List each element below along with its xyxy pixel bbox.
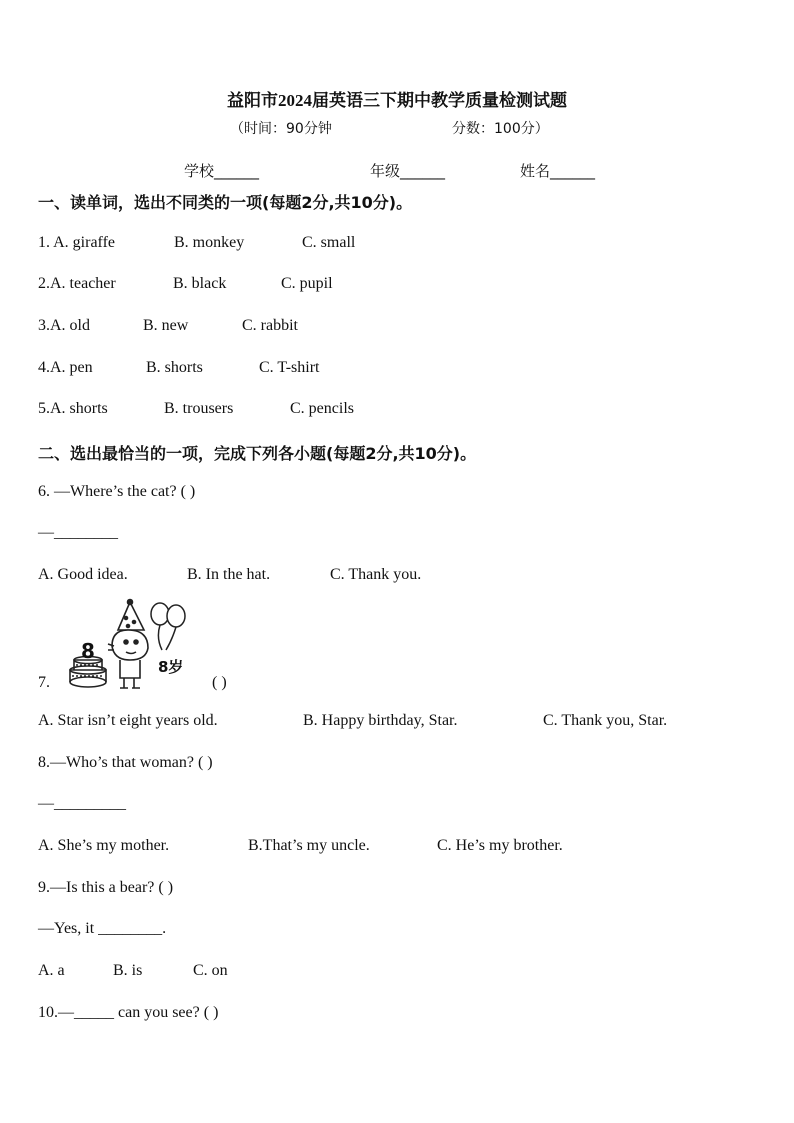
q2-option-a: 2.A. teacher bbox=[38, 275, 116, 292]
age-label: 8岁 bbox=[158, 658, 184, 676]
grade-field[interactable]: 年级______ bbox=[370, 162, 446, 180]
q1-option-c: C. small bbox=[302, 234, 356, 251]
q7-option-a: A. Star isn’t eight years old. bbox=[38, 712, 218, 729]
q4-option-c: C. T-shirt bbox=[259, 359, 320, 376]
balloons-icon bbox=[151, 603, 185, 650]
q6-option-c: C. Thank you. bbox=[330, 566, 422, 583]
q8-option-a: A. She’s my mother. bbox=[38, 837, 170, 854]
q3-option-a: 3.A. old bbox=[38, 317, 90, 334]
q5-option-b: B. trousers bbox=[164, 400, 234, 417]
school-field[interactable]: 学校______ bbox=[184, 162, 260, 180]
q4-option-b: B. shorts bbox=[146, 359, 203, 376]
birthday-picture bbox=[68, 598, 198, 692]
question-9-stem: 9.—Is this a bear? ( ) bbox=[38, 879, 174, 896]
question-9-answer-line[interactable]: —Yes, it ________. bbox=[38, 920, 167, 937]
section-2-heading: 二、选出最恰当的一项，完成下列各小题(每题2分,共10分)。 bbox=[38, 444, 477, 463]
question-10-stem: 10.—_____ can you see? ( ) bbox=[38, 1004, 219, 1021]
cake-number: 8 bbox=[81, 639, 95, 663]
q5-option-c: C. pencils bbox=[290, 400, 354, 417]
child-with-party-hat-icon bbox=[108, 600, 148, 689]
question-8-answer-line[interactable]: —_________ bbox=[38, 795, 126, 812]
exam-score: 分数：100分） bbox=[452, 121, 549, 137]
q7-option-c: C. Thank you, Star. bbox=[543, 712, 668, 729]
q6-option-a: A. Good idea. bbox=[38, 566, 128, 583]
q3-option-b: B. new bbox=[143, 317, 189, 334]
q1-option-a: 1. A. giraffe bbox=[38, 234, 116, 251]
q4-option-a: 4.A. pen bbox=[38, 359, 93, 376]
q7-option-b: B. Happy birthday, Star. bbox=[303, 712, 458, 729]
question-8-stem: 8.—Who’s that woman? ( ) bbox=[38, 754, 213, 771]
question-7-number: 7. bbox=[38, 674, 50, 691]
q2-option-b: B. black bbox=[173, 275, 227, 292]
section-1-heading: 一、读单词，选出不同类的一项(每题2分,共10分)。 bbox=[38, 193, 413, 212]
name-field[interactable]: 姓名______ bbox=[520, 162, 596, 180]
page-title: 益阳市2024届英语三下期中教学质量检测试题 bbox=[227, 91, 567, 110]
q3-option-c: C. rabbit bbox=[242, 317, 298, 334]
question-7-paren: ( ) bbox=[212, 674, 227, 691]
q8-option-b: B.That’s my uncle. bbox=[248, 837, 370, 854]
question-6-answer-line[interactable]: —________ bbox=[38, 524, 118, 541]
q1-option-b: B. monkey bbox=[174, 234, 245, 251]
question-6-stem: 6. —Where’s the cat? ( ) bbox=[38, 483, 196, 500]
q9-option-b: B. is bbox=[113, 962, 143, 979]
q2-option-c: C. pupil bbox=[281, 275, 333, 292]
q6-option-b: B. In the hat. bbox=[187, 566, 271, 583]
exam-time: （时间：90分钟 bbox=[230, 121, 332, 137]
q9-option-c: C. on bbox=[193, 962, 228, 979]
q8-option-c: C. He’s my brother. bbox=[437, 837, 563, 854]
q5-option-a: 5.A. shorts bbox=[38, 400, 108, 417]
q9-option-a: A. a bbox=[38, 962, 65, 979]
